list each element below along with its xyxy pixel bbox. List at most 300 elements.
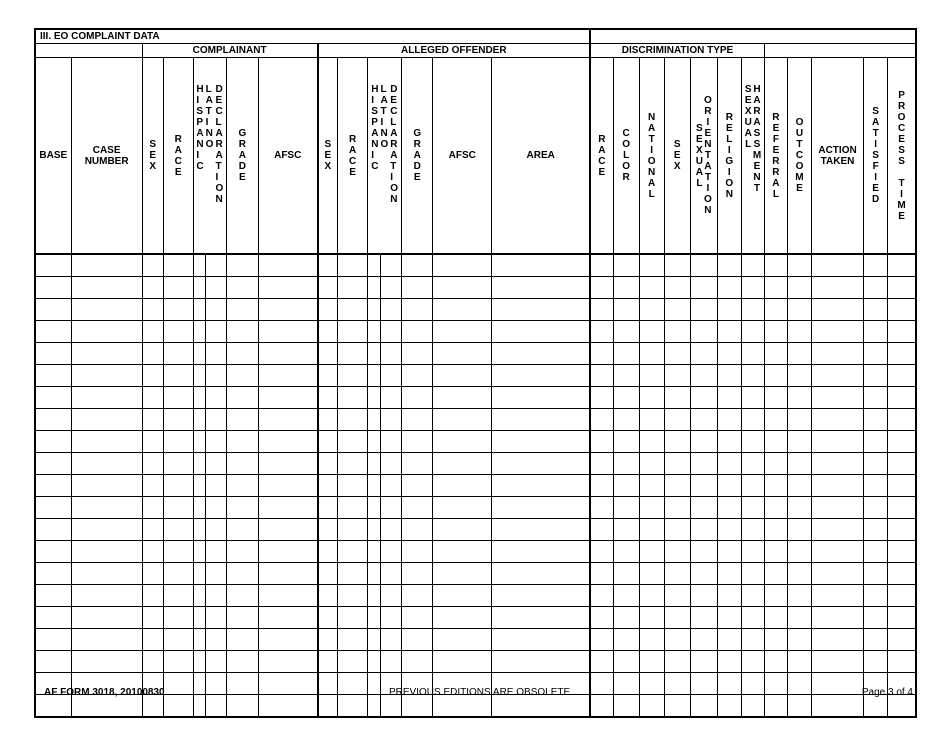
entry-cell[interactable] bbox=[381, 277, 402, 299]
entry-cell[interactable] bbox=[664, 277, 690, 299]
entry-cell[interactable] bbox=[402, 475, 433, 497]
entry-cell[interactable] bbox=[664, 365, 690, 387]
entry-cell[interactable] bbox=[664, 431, 690, 453]
entry-cell[interactable] bbox=[205, 254, 226, 277]
entry-cell[interactable] bbox=[338, 365, 368, 387]
entry-cell[interactable] bbox=[888, 541, 916, 563]
entry-cell[interactable] bbox=[368, 651, 381, 673]
entry-cell[interactable] bbox=[318, 431, 338, 453]
entry-cell[interactable] bbox=[811, 475, 863, 497]
entry-cell[interactable] bbox=[193, 519, 205, 541]
entry-cell[interactable] bbox=[717, 409, 741, 431]
entry-cell[interactable] bbox=[639, 431, 664, 453]
entry-cell[interactable] bbox=[613, 409, 639, 431]
entry-cell[interactable] bbox=[163, 277, 193, 299]
entry-cell[interactable] bbox=[787, 431, 811, 453]
entry-cell[interactable] bbox=[864, 254, 888, 277]
entry-cell[interactable] bbox=[492, 585, 590, 607]
entry-cell[interactable] bbox=[864, 497, 888, 519]
entry-cell[interactable] bbox=[163, 453, 193, 475]
entry-cell[interactable] bbox=[35, 629, 71, 651]
entry-cell[interactable] bbox=[613, 585, 639, 607]
entry-cell[interactable] bbox=[338, 299, 368, 321]
entry-cell[interactable] bbox=[664, 541, 690, 563]
entry-cell[interactable] bbox=[613, 475, 639, 497]
entry-cell[interactable] bbox=[368, 387, 381, 409]
entry-cell[interactable] bbox=[142, 277, 163, 299]
entry-cell[interactable] bbox=[381, 254, 402, 277]
entry-cell[interactable] bbox=[226, 321, 258, 343]
entry-cell[interactable] bbox=[888, 254, 916, 277]
entry-cell[interactable] bbox=[35, 497, 71, 519]
entry-cell[interactable] bbox=[888, 321, 916, 343]
entry-cell[interactable] bbox=[71, 299, 142, 321]
entry-cell[interactable] bbox=[590, 365, 613, 387]
entry-cell[interactable] bbox=[163, 343, 193, 365]
entry-cell[interactable] bbox=[318, 365, 338, 387]
entry-cell[interactable] bbox=[142, 431, 163, 453]
entry-cell[interactable] bbox=[71, 254, 142, 277]
entry-cell[interactable] bbox=[590, 541, 613, 563]
entry-cell[interactable] bbox=[741, 365, 764, 387]
entry-cell[interactable] bbox=[764, 585, 787, 607]
entry-cell[interactable] bbox=[764, 629, 787, 651]
entry-cell[interactable] bbox=[338, 387, 368, 409]
entry-cell[interactable] bbox=[205, 277, 226, 299]
entry-cell[interactable] bbox=[368, 431, 381, 453]
entry-cell[interactable] bbox=[717, 475, 741, 497]
entry-cell[interactable] bbox=[402, 387, 433, 409]
entry-cell[interactable] bbox=[492, 651, 590, 673]
entry-cell[interactable] bbox=[402, 343, 433, 365]
entry-cell[interactable] bbox=[717, 541, 741, 563]
entry-cell[interactable] bbox=[590, 453, 613, 475]
entry-cell[interactable] bbox=[402, 365, 433, 387]
entry-cell[interactable] bbox=[433, 431, 492, 453]
entry-cell[interactable] bbox=[613, 541, 639, 563]
entry-cell[interactable] bbox=[690, 497, 717, 519]
entry-cell[interactable] bbox=[741, 299, 764, 321]
entry-cell[interactable] bbox=[741, 475, 764, 497]
entry-cell[interactable] bbox=[613, 431, 639, 453]
entry-cell[interactable] bbox=[613, 321, 639, 343]
entry-cell[interactable] bbox=[741, 453, 764, 475]
entry-cell[interactable] bbox=[639, 607, 664, 629]
entry-cell[interactable] bbox=[888, 585, 916, 607]
entry-cell[interactable] bbox=[163, 475, 193, 497]
entry-cell[interactable] bbox=[163, 497, 193, 519]
entry-cell[interactable] bbox=[690, 519, 717, 541]
entry-cell[interactable] bbox=[492, 277, 590, 299]
entry-cell[interactable] bbox=[764, 409, 787, 431]
entry-cell[interactable] bbox=[71, 607, 142, 629]
entry-cell[interactable] bbox=[639, 277, 664, 299]
entry-cell[interactable] bbox=[639, 585, 664, 607]
entry-cell[interactable] bbox=[492, 497, 590, 519]
entry-cell[interactable] bbox=[717, 387, 741, 409]
entry-cell[interactable] bbox=[433, 409, 492, 431]
entry-cell[interactable] bbox=[368, 453, 381, 475]
entry-cell[interactable] bbox=[193, 607, 205, 629]
entry-cell[interactable] bbox=[193, 431, 205, 453]
entry-cell[interactable] bbox=[433, 254, 492, 277]
entry-cell[interactable] bbox=[639, 453, 664, 475]
entry-cell[interactable] bbox=[402, 453, 433, 475]
entry-cell[interactable] bbox=[368, 299, 381, 321]
entry-cell[interactable] bbox=[142, 387, 163, 409]
entry-cell[interactable] bbox=[433, 541, 492, 563]
entry-cell[interactable] bbox=[433, 343, 492, 365]
entry-cell[interactable] bbox=[205, 629, 226, 651]
entry-cell[interactable] bbox=[811, 563, 863, 585]
entry-cell[interactable] bbox=[433, 387, 492, 409]
entry-cell[interactable] bbox=[787, 343, 811, 365]
entry-cell[interactable] bbox=[613, 563, 639, 585]
entry-cell[interactable] bbox=[590, 475, 613, 497]
entry-cell[interactable] bbox=[163, 387, 193, 409]
entry-cell[interactable] bbox=[142, 365, 163, 387]
entry-cell[interactable] bbox=[639, 254, 664, 277]
entry-cell[interactable] bbox=[664, 343, 690, 365]
entry-cell[interactable] bbox=[690, 585, 717, 607]
entry-cell[interactable] bbox=[381, 541, 402, 563]
entry-cell[interactable] bbox=[639, 299, 664, 321]
entry-cell[interactable] bbox=[381, 321, 402, 343]
entry-cell[interactable] bbox=[787, 629, 811, 651]
entry-cell[interactable] bbox=[590, 651, 613, 673]
entry-cell[interactable] bbox=[690, 563, 717, 585]
entry-cell[interactable] bbox=[492, 365, 590, 387]
entry-cell[interactable] bbox=[193, 254, 205, 277]
entry-cell[interactable] bbox=[864, 387, 888, 409]
entry-cell[interactable] bbox=[205, 607, 226, 629]
entry-cell[interactable] bbox=[590, 254, 613, 277]
entry-cell[interactable] bbox=[433, 299, 492, 321]
entry-cell[interactable] bbox=[664, 475, 690, 497]
entry-cell[interactable] bbox=[864, 629, 888, 651]
entry-cell[interactable] bbox=[226, 651, 258, 673]
entry-cell[interactable] bbox=[193, 563, 205, 585]
entry-cell[interactable] bbox=[433, 453, 492, 475]
entry-cell[interactable] bbox=[664, 254, 690, 277]
entry-cell[interactable] bbox=[258, 254, 317, 277]
entry-cell[interactable] bbox=[193, 387, 205, 409]
entry-cell[interactable] bbox=[402, 563, 433, 585]
entry-cell[interactable] bbox=[205, 563, 226, 585]
entry-cell[interactable] bbox=[639, 409, 664, 431]
entry-cell[interactable] bbox=[811, 541, 863, 563]
entry-cell[interactable] bbox=[71, 343, 142, 365]
entry-cell[interactable] bbox=[492, 629, 590, 651]
entry-cell[interactable] bbox=[142, 651, 163, 673]
entry-cell[interactable] bbox=[690, 475, 717, 497]
entry-cell[interactable] bbox=[741, 409, 764, 431]
entry-cell[interactable] bbox=[741, 629, 764, 651]
entry-cell[interactable] bbox=[318, 387, 338, 409]
entry-cell[interactable] bbox=[338, 607, 368, 629]
entry-cell[interactable] bbox=[381, 431, 402, 453]
entry-cell[interactable] bbox=[193, 343, 205, 365]
entry-cell[interactable] bbox=[741, 497, 764, 519]
entry-cell[interactable] bbox=[71, 453, 142, 475]
entry-cell[interactable] bbox=[205, 585, 226, 607]
entry-cell[interactable] bbox=[368, 519, 381, 541]
entry-cell[interactable] bbox=[787, 563, 811, 585]
entry-cell[interactable] bbox=[717, 629, 741, 651]
entry-cell[interactable] bbox=[717, 497, 741, 519]
entry-cell[interactable] bbox=[142, 254, 163, 277]
entry-cell[interactable] bbox=[787, 519, 811, 541]
entry-cell[interactable] bbox=[639, 387, 664, 409]
entry-cell[interactable] bbox=[338, 343, 368, 365]
entry-cell[interactable] bbox=[163, 519, 193, 541]
entry-cell[interactable] bbox=[787, 299, 811, 321]
entry-cell[interactable] bbox=[787, 607, 811, 629]
entry-cell[interactable] bbox=[318, 409, 338, 431]
entry-cell[interactable] bbox=[35, 321, 71, 343]
entry-cell[interactable] bbox=[226, 563, 258, 585]
entry-cell[interactable] bbox=[690, 607, 717, 629]
entry-cell[interactable] bbox=[226, 629, 258, 651]
entry-cell[interactable] bbox=[433, 585, 492, 607]
entry-cell[interactable] bbox=[888, 629, 916, 651]
entry-cell[interactable] bbox=[368, 254, 381, 277]
entry-cell[interactable] bbox=[71, 519, 142, 541]
entry-cell[interactable] bbox=[318, 497, 338, 519]
entry-cell[interactable] bbox=[639, 541, 664, 563]
entry-cell[interactable] bbox=[205, 431, 226, 453]
entry-cell[interactable] bbox=[226, 519, 258, 541]
entry-cell[interactable] bbox=[402, 651, 433, 673]
entry-cell[interactable] bbox=[193, 651, 205, 673]
entry-cell[interactable] bbox=[888, 607, 916, 629]
entry-cell[interactable] bbox=[142, 519, 163, 541]
entry-cell[interactable] bbox=[258, 365, 317, 387]
entry-cell[interactable] bbox=[402, 277, 433, 299]
entry-cell[interactable] bbox=[764, 541, 787, 563]
entry-cell[interactable] bbox=[764, 453, 787, 475]
entry-cell[interactable] bbox=[590, 343, 613, 365]
entry-cell[interactable] bbox=[741, 519, 764, 541]
entry-cell[interactable] bbox=[402, 299, 433, 321]
entry-cell[interactable] bbox=[205, 475, 226, 497]
entry-cell[interactable] bbox=[664, 651, 690, 673]
entry-cell[interactable] bbox=[258, 321, 317, 343]
entry-cell[interactable] bbox=[258, 299, 317, 321]
entry-cell[interactable] bbox=[142, 409, 163, 431]
entry-cell[interactable] bbox=[613, 453, 639, 475]
entry-cell[interactable] bbox=[381, 497, 402, 519]
entry-cell[interactable] bbox=[590, 431, 613, 453]
entry-cell[interactable] bbox=[690, 321, 717, 343]
entry-cell[interactable] bbox=[338, 453, 368, 475]
entry-cell[interactable] bbox=[664, 321, 690, 343]
entry-cell[interactable] bbox=[258, 585, 317, 607]
entry-cell[interactable] bbox=[787, 277, 811, 299]
entry-cell[interactable] bbox=[433, 475, 492, 497]
entry-cell[interactable] bbox=[639, 343, 664, 365]
entry-cell[interactable] bbox=[402, 431, 433, 453]
entry-cell[interactable] bbox=[226, 387, 258, 409]
entry-cell[interactable] bbox=[717, 519, 741, 541]
entry-cell[interactable] bbox=[492, 343, 590, 365]
entry-cell[interactable] bbox=[258, 387, 317, 409]
entry-cell[interactable] bbox=[381, 651, 402, 673]
entry-cell[interactable] bbox=[71, 321, 142, 343]
entry-cell[interactable] bbox=[787, 541, 811, 563]
entry-cell[interactable] bbox=[811, 409, 863, 431]
entry-cell[interactable] bbox=[811, 629, 863, 651]
entry-cell[interactable] bbox=[590, 563, 613, 585]
entry-cell[interactable] bbox=[741, 585, 764, 607]
entry-cell[interactable] bbox=[226, 254, 258, 277]
entry-cell[interactable] bbox=[402, 519, 433, 541]
entry-cell[interactable] bbox=[338, 497, 368, 519]
entry-cell[interactable] bbox=[717, 607, 741, 629]
entry-cell[interactable] bbox=[71, 409, 142, 431]
entry-cell[interactable] bbox=[741, 321, 764, 343]
entry-cell[interactable] bbox=[318, 563, 338, 585]
entry-cell[interactable] bbox=[664, 497, 690, 519]
entry-cell[interactable] bbox=[717, 365, 741, 387]
entry-cell[interactable] bbox=[590, 409, 613, 431]
entry-cell[interactable] bbox=[258, 409, 317, 431]
entry-cell[interactable] bbox=[338, 563, 368, 585]
entry-cell[interactable] bbox=[741, 277, 764, 299]
entry-cell[interactable] bbox=[368, 563, 381, 585]
entry-cell[interactable] bbox=[433, 607, 492, 629]
entry-cell[interactable] bbox=[205, 299, 226, 321]
entry-cell[interactable] bbox=[381, 409, 402, 431]
entry-cell[interactable] bbox=[590, 387, 613, 409]
entry-cell[interactable] bbox=[764, 321, 787, 343]
entry-cell[interactable] bbox=[690, 453, 717, 475]
entry-cell[interactable] bbox=[433, 563, 492, 585]
entry-cell[interactable] bbox=[888, 431, 916, 453]
entry-cell[interactable] bbox=[71, 365, 142, 387]
entry-cell[interactable] bbox=[193, 365, 205, 387]
entry-cell[interactable] bbox=[35, 607, 71, 629]
entry-cell[interactable] bbox=[318, 277, 338, 299]
entry-cell[interactable] bbox=[764, 607, 787, 629]
entry-cell[interactable] bbox=[71, 541, 142, 563]
entry-cell[interactable] bbox=[717, 343, 741, 365]
entry-cell[interactable] bbox=[590, 607, 613, 629]
entry-cell[interactable] bbox=[381, 607, 402, 629]
entry-cell[interactable] bbox=[368, 321, 381, 343]
entry-cell[interactable] bbox=[492, 254, 590, 277]
entry-cell[interactable] bbox=[864, 453, 888, 475]
entry-cell[interactable] bbox=[787, 321, 811, 343]
entry-cell[interactable] bbox=[368, 541, 381, 563]
entry-cell[interactable] bbox=[258, 629, 317, 651]
entry-cell[interactable] bbox=[205, 453, 226, 475]
entry-cell[interactable] bbox=[787, 254, 811, 277]
entry-cell[interactable] bbox=[717, 651, 741, 673]
entry-cell[interactable] bbox=[764, 519, 787, 541]
entry-cell[interactable] bbox=[318, 629, 338, 651]
entry-cell[interactable] bbox=[338, 254, 368, 277]
entry-cell[interactable] bbox=[664, 519, 690, 541]
entry-cell[interactable] bbox=[368, 409, 381, 431]
entry-cell[interactable] bbox=[35, 453, 71, 475]
entry-cell[interactable] bbox=[71, 585, 142, 607]
entry-cell[interactable] bbox=[639, 475, 664, 497]
entry-cell[interactable] bbox=[402, 541, 433, 563]
entry-cell[interactable] bbox=[71, 629, 142, 651]
entry-cell[interactable] bbox=[741, 607, 764, 629]
entry-cell[interactable] bbox=[205, 541, 226, 563]
entry-cell[interactable] bbox=[690, 629, 717, 651]
entry-cell[interactable] bbox=[35, 563, 71, 585]
entry-cell[interactable] bbox=[764, 475, 787, 497]
entry-cell[interactable] bbox=[71, 497, 142, 519]
entry-cell[interactable] bbox=[613, 299, 639, 321]
entry-cell[interactable] bbox=[193, 299, 205, 321]
entry-cell[interactable] bbox=[258, 563, 317, 585]
entry-cell[interactable] bbox=[741, 254, 764, 277]
entry-cell[interactable] bbox=[639, 321, 664, 343]
entry-cell[interactable] bbox=[864, 585, 888, 607]
entry-cell[interactable] bbox=[864, 563, 888, 585]
entry-cell[interactable] bbox=[433, 365, 492, 387]
entry-cell[interactable] bbox=[226, 365, 258, 387]
entry-cell[interactable] bbox=[193, 497, 205, 519]
entry-cell[interactable] bbox=[142, 541, 163, 563]
entry-cell[interactable] bbox=[639, 629, 664, 651]
entry-cell[interactable] bbox=[381, 585, 402, 607]
entry-cell[interactable] bbox=[381, 299, 402, 321]
entry-cell[interactable] bbox=[368, 343, 381, 365]
entry-cell[interactable] bbox=[639, 563, 664, 585]
entry-cell[interactable] bbox=[787, 365, 811, 387]
entry-cell[interactable] bbox=[338, 585, 368, 607]
entry-cell[interactable] bbox=[864, 607, 888, 629]
entry-cell[interactable] bbox=[764, 651, 787, 673]
entry-cell[interactable] bbox=[318, 321, 338, 343]
entry-cell[interactable] bbox=[318, 651, 338, 673]
entry-cell[interactable] bbox=[318, 475, 338, 497]
entry-cell[interactable] bbox=[205, 409, 226, 431]
entry-cell[interactable] bbox=[717, 453, 741, 475]
entry-cell[interactable] bbox=[433, 497, 492, 519]
entry-cell[interactable] bbox=[492, 387, 590, 409]
entry-cell[interactable] bbox=[193, 409, 205, 431]
entry-cell[interactable] bbox=[338, 519, 368, 541]
entry-cell[interactable] bbox=[811, 387, 863, 409]
entry-cell[interactable] bbox=[71, 277, 142, 299]
entry-cell[interactable] bbox=[402, 585, 433, 607]
entry-cell[interactable] bbox=[864, 409, 888, 431]
entry-cell[interactable] bbox=[741, 651, 764, 673]
entry-cell[interactable] bbox=[590, 277, 613, 299]
entry-cell[interactable] bbox=[492, 409, 590, 431]
entry-cell[interactable] bbox=[864, 541, 888, 563]
entry-cell[interactable] bbox=[888, 563, 916, 585]
entry-cell[interactable] bbox=[864, 321, 888, 343]
entry-cell[interactable] bbox=[368, 277, 381, 299]
entry-cell[interactable] bbox=[226, 343, 258, 365]
entry-cell[interactable] bbox=[35, 519, 71, 541]
entry-cell[interactable] bbox=[664, 563, 690, 585]
entry-cell[interactable] bbox=[193, 629, 205, 651]
entry-cell[interactable] bbox=[368, 585, 381, 607]
entry-cell[interactable] bbox=[764, 387, 787, 409]
entry-cell[interactable] bbox=[690, 651, 717, 673]
entry-cell[interactable] bbox=[664, 387, 690, 409]
entry-cell[interactable] bbox=[226, 585, 258, 607]
entry-cell[interactable] bbox=[142, 475, 163, 497]
